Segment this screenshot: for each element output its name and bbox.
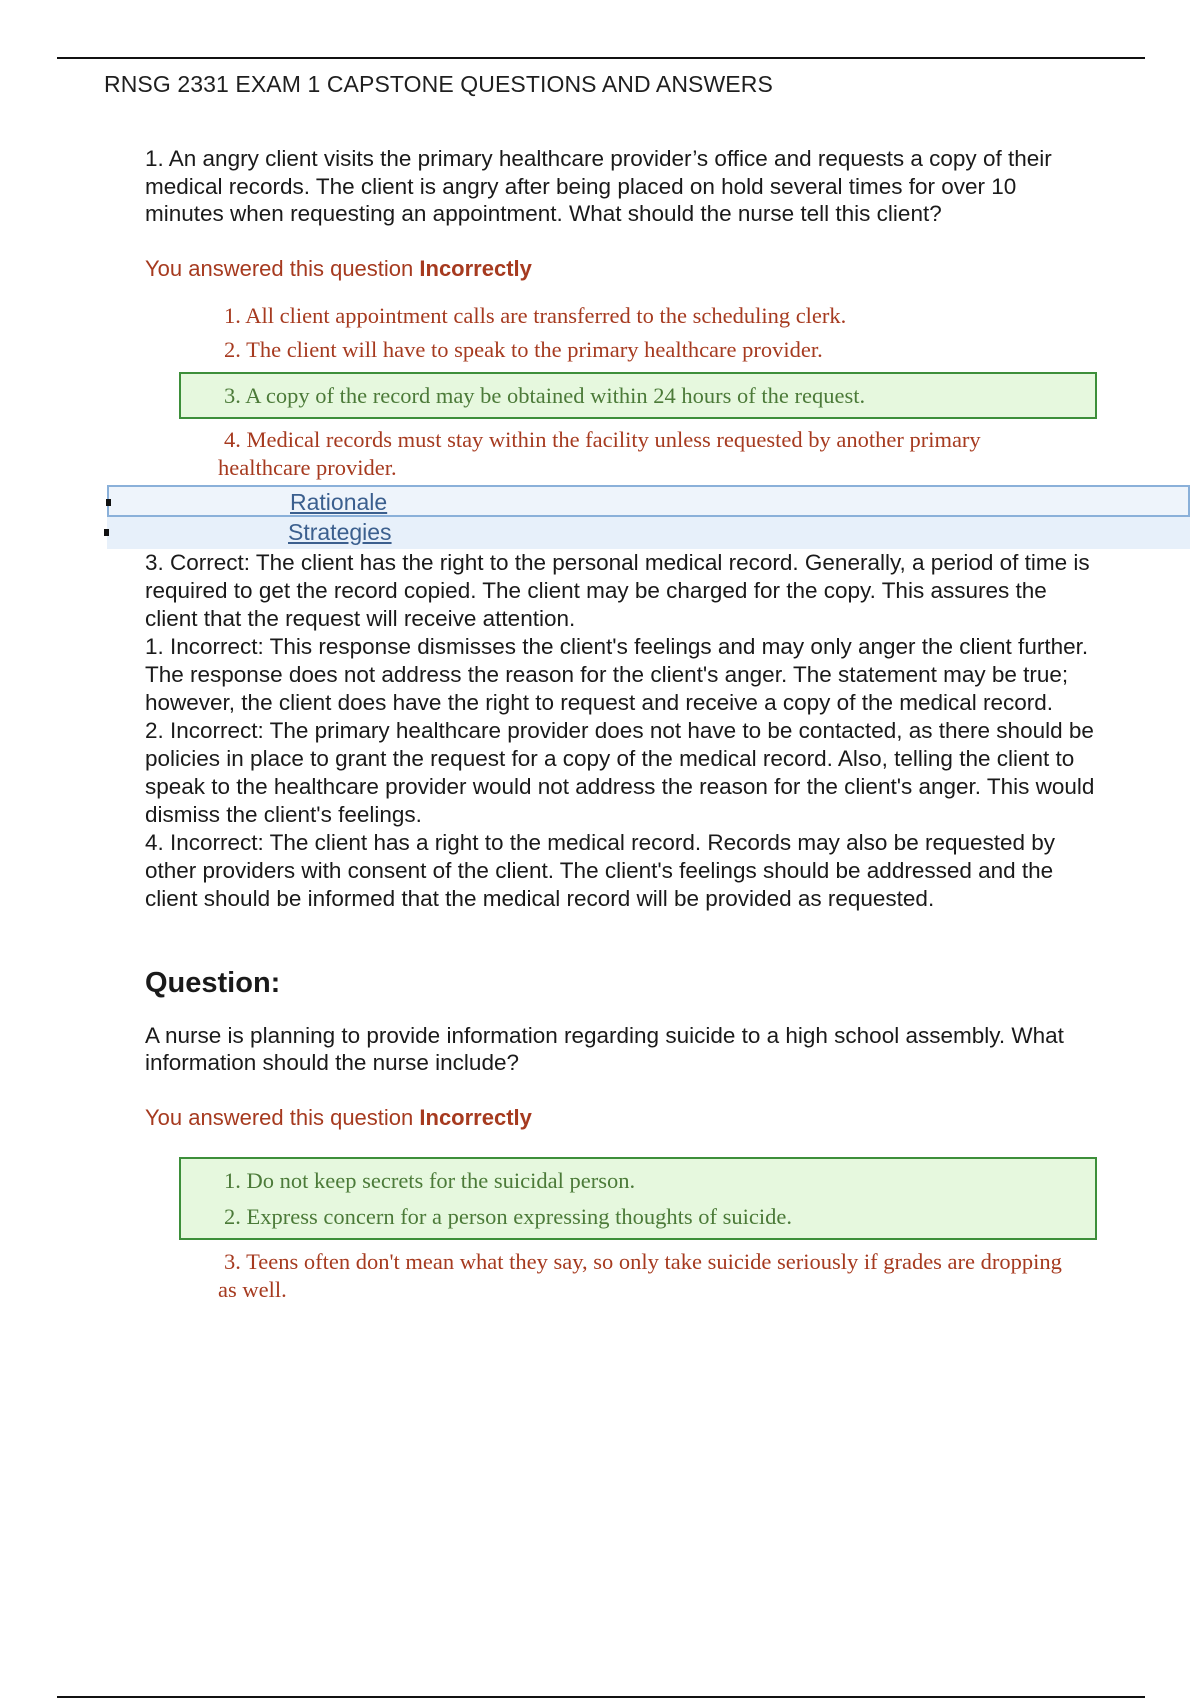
bullet-icon [104, 529, 109, 536]
question-2-text: A nurse is planning to provide information regarding suicide to a high school assembly. What information should the nurse include? [145, 1022, 1064, 1075]
bottom-rule [57, 1696, 1145, 1698]
rationale-paragraph: 1. Incorrect: This response dismisses the client's feelings and may only anger the client further. The response does not address the reason for the client's anger. The statement may be true; however, the client does have the right to request and receive a copy of the medical record. [145, 633, 1089, 715]
answer-option-correct[interactable]: 3. A copy of the record may be obtained within 24 hours of the request. [224, 382, 866, 408]
correct-answer-box [179, 1157, 1097, 1240]
result-prefix: You answered this question [145, 1104, 420, 1130]
result-incorrect-label: Incorrectly [419, 255, 532, 281]
question-1-links [145, 485, 1095, 549]
document-title: RNSG 2331 EXAM 1 CAPSTONE QUESTIONS AND ANSWERS [104, 71, 773, 97]
rationale-text [145, 549, 1095, 913]
question-1-text: 1. An angry client visits the primary healthcare provider’s office and requests a copy of their medical records. The client is angry after being placed on hold several times for over 10 minutes when requesting an appointment. What should the nurse tell this client? [145, 146, 1052, 226]
answer-option[interactable]: 1. All client appointment calls are transferred to the scheduling clerk. [224, 302, 847, 328]
answer-option-correct[interactable]: 2. Express concern for a person expressing thoughts of suicide. [224, 1203, 792, 1229]
question-2-result [145, 1105, 1095, 1131]
document-content [145, 145, 1095, 1304]
rationale-link-row[interactable] [107, 485, 1190, 517]
rationale-paragraph: 2. Incorrect: The primary healthcare provider does not have to be contacted, as there should be policies in place to grant the request for a copy of the medical record. Also, telling the client to speak to the healthcare provider would not address the reason for the client's anger. This would dismiss the client's feelings. [145, 717, 1095, 827]
rationale-paragraph: 3. Correct: The client has the right to the personal medical record. Generally, a period of time is required to get the record copied. The client may be charged for the copy. This assures the client that the request will receive attention. [145, 549, 1090, 631]
question-2-heading: Question: [145, 966, 281, 999]
strategies-link[interactable]: Strategies [288, 518, 392, 545]
rationale-link[interactable]: Rationale [290, 488, 388, 515]
answer-option[interactable]: 3. Teens often don't mean what they say, so only take suicide seriously if grades are dropping as well. [218, 1248, 1062, 1302]
question-1-result [145, 256, 1095, 282]
top-rule [57, 57, 1145, 59]
question-2-options [145, 1157, 1095, 1304]
bullet-icon [106, 499, 111, 506]
answer-option[interactable]: 2. The client will have to speak to the primary healthcare provider. [224, 336, 823, 362]
answer-option-correct[interactable]: 1. Do not keep secrets for the suicidal person. [224, 1167, 636, 1193]
rationale-paragraph: 4. Incorrect: The client has a right to the medical record. Records may also be requested by other providers with consent of the client. The client's feelings should be addressed and the client should be informed that the medical record will be provided as requested. [145, 829, 1056, 911]
correct-answer-box [179, 372, 1097, 419]
strategies-link-row[interactable] [107, 517, 1190, 549]
result-incorrect-label: Incorrectly [419, 1104, 532, 1130]
result-prefix: You answered this question [145, 255, 420, 281]
answer-option[interactable]: 4. Medical records must stay within the facility unless requested by another primary healthcare provider. [218, 426, 981, 480]
question-1-options [145, 302, 1095, 482]
